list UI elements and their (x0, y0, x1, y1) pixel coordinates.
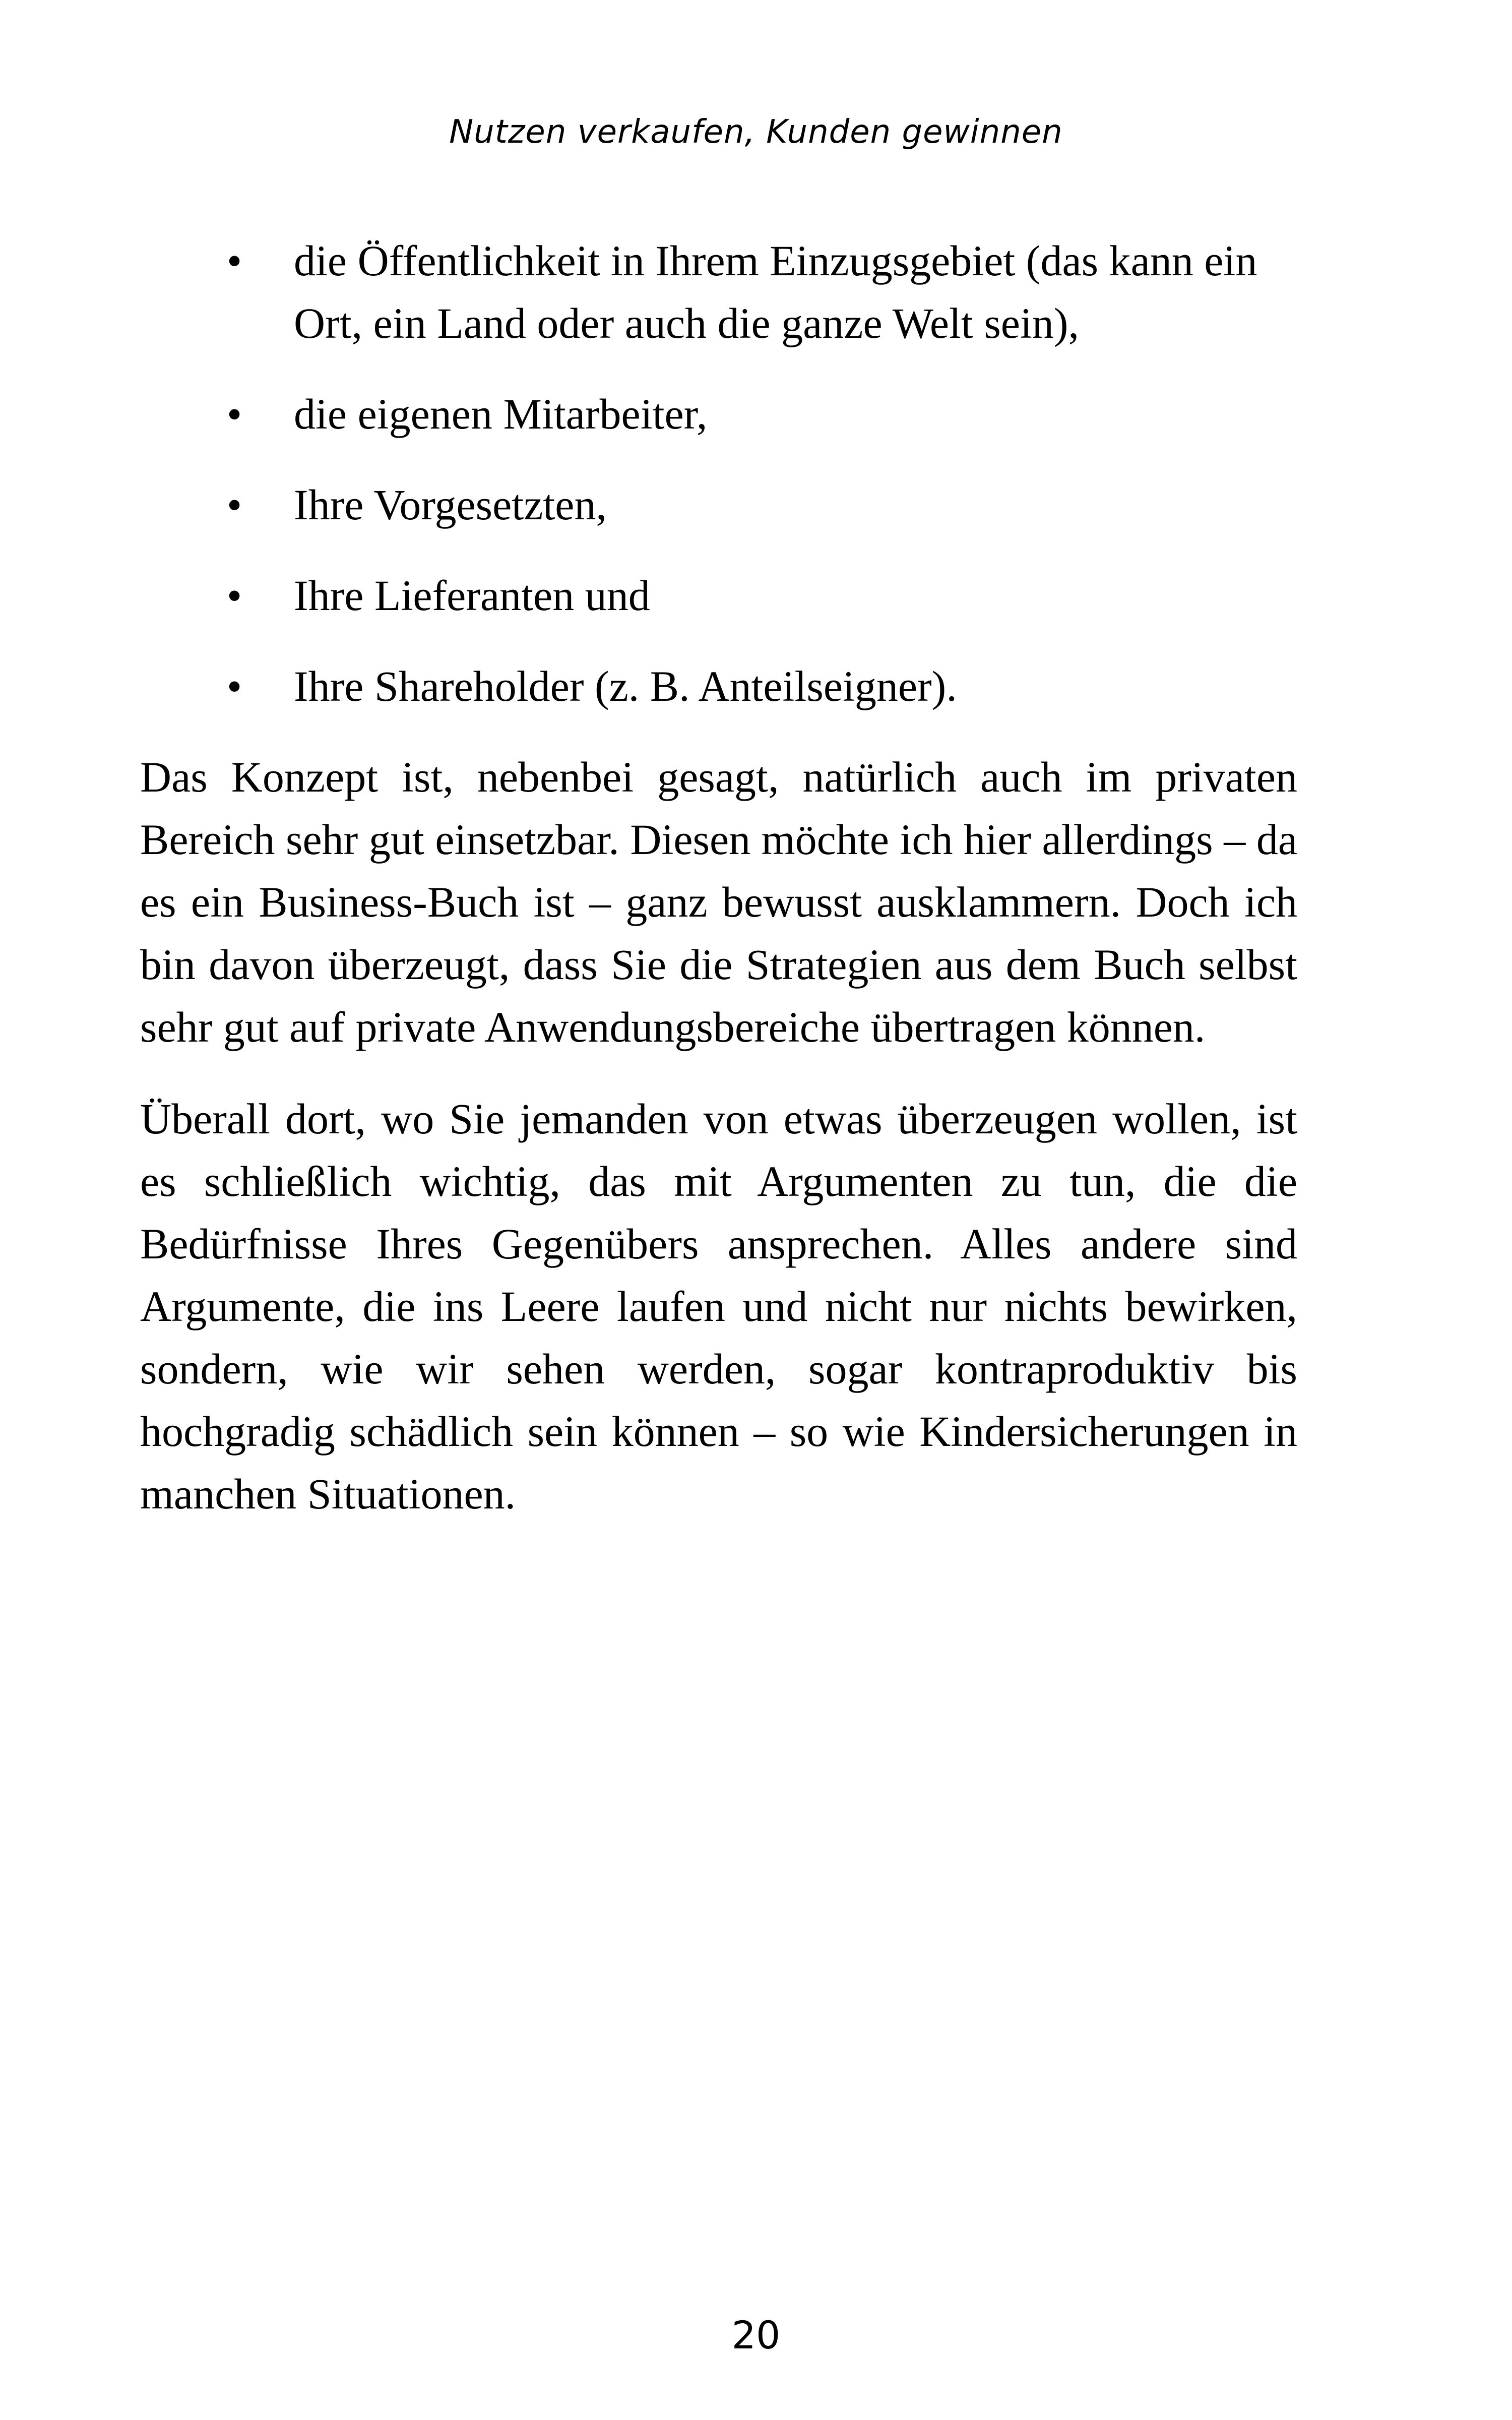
bullet-icon: • (226, 571, 242, 620)
list-item-text: Ihre Vorgesetzten, (294, 480, 607, 529)
body-paragraph: Überall dort, wo Sie jemanden von etwas überzeugen wollen, ist es schließlich wichtig, das mit Argumenten zu tun, die die Bedürfnisse Ihres Gegenübers ansprechen. Alles andere sind Argumente, die ins Leere laufen und nicht nur nichts bewirken, sondern, wie wir sehen werden, sogar kontraproduktiv bis hochgradig schädlich sein können – so wie Kindersicherungen in manchen Situationen. (140, 1095, 1297, 1518)
list-item (140, 564, 1297, 627)
running-header: Nutzen verkaufen, Kunden gewinnen (449, 113, 1063, 151)
list-item-text: die eigenen Mitarbeiter, (294, 390, 708, 438)
bullet-icon: • (226, 236, 242, 285)
list-item-text: die Öffentlichkeit in Ihrem Einzugsgebiet (das kann ein Ort, ein Land oder auch die ganze Welt sein), (294, 236, 1257, 347)
body-paragraph: Das Konzept ist, nebenbei gesagt, natürlich auch im privaten Bereich sehr gut einsetzbar. Diesen möchte ich hier allerdings – da es ein Business-Buch ist – ganz bewusst ausklammern. Doch ich bin davon überzeugt, dass Sie die Strategien aus dem Buch selbst sehr gut auf private Anwendungsbereiche übertragen können. (140, 753, 1297, 1051)
list-item-text: Ihre Lieferanten und (294, 571, 650, 620)
bullet-icon: • (226, 390, 242, 438)
bullet-icon: • (226, 662, 242, 710)
list-item (140, 383, 1297, 445)
bullet-list (140, 229, 1297, 717)
list-item (140, 229, 1297, 354)
bullet-icon: • (226, 480, 242, 529)
page-number: 20 (731, 2313, 781, 2357)
list-item (140, 655, 1297, 717)
list-item (140, 473, 1297, 536)
page-body (140, 229, 1297, 1525)
list-item-text: Ihre Shareholder (z. B. Anteilseigner). (294, 662, 957, 710)
